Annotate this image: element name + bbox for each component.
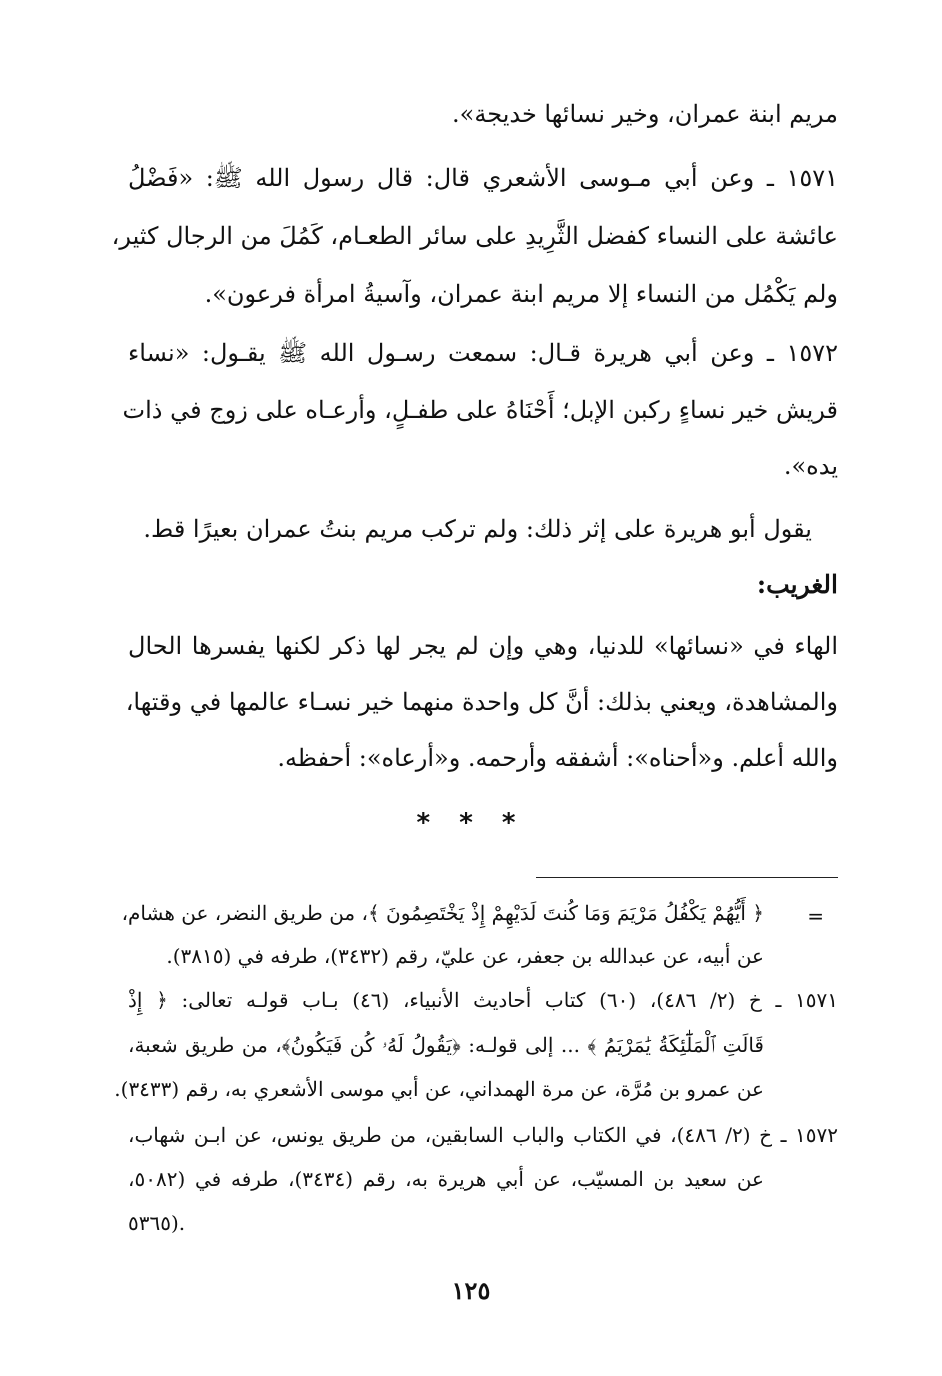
footnote-line: ١٥٧١ ـ خ (٢/ ٤٨٦)، (٦٠) كتاب أحاديث الأنبياء، (٤٦) بـاب قولـه تعالى: ﴿ إِذْ (128, 988, 838, 1012)
page-number: ١٢٥ (451, 1276, 491, 1305)
text-line: الهاء في «نسائها» للدنيا، وهي وإن لم يجر لها ذكر لكنها يفسرها الحال (128, 632, 838, 660)
text-line: مريم ابنة عمران، وخير نسائها خديجة». (452, 100, 838, 128)
footnote-line: عن سعيد بن المسيّب، عن أبي هريرة به، رقم (٣٤٣٤)، طرفه في (٥٠٨٢، (128, 1167, 764, 1191)
text-line: قريش خير نساءٍ ركبن الإبل؛ أَحْنَاهُ على طفـلٍ، وأرعـاه على زوج في ذات (122, 396, 838, 424)
footnote-line: عن أبيه، عن عبدالله بن جعفر، عن عليّ، رقم (٣٤٣٢)، طرفه في (٣٨١٥). (166, 944, 764, 968)
text-line: يقول أبو هريرة على إثر ذلك: ولم تركب مريم بنتُ عمران بعيرًا قط. (143, 515, 812, 543)
hadith-1572-line: ١٥٧٢ ـ وعن أبي هريرة قـال: سمعت رسـول الله ﷺ يقـول: «نساء (128, 339, 838, 367)
text-line: والله أعلم. و«أحناه»: أشفقه وأرحمه. و«أرعاه»: أحفظه. (277, 744, 838, 772)
text-line: عائشة على النساء كفضل الثَّرِيدِ على سائر الطعـام، كَمُلَ من الرجال كثير، (111, 222, 838, 250)
footnote-line: ٥٣٦٥). (128, 1211, 186, 1235)
hadith-1571-line: ١٥٧١ ـ وعن أبي مـوسى الأشعري قال: قال رسول الله ﷺ: «فَضْلُ (128, 164, 839, 192)
footnote-continuation-marker: = (807, 904, 824, 928)
text-line: ولم يَكْمُل من النساء إلا مريم ابنة عمران، وآسيةُ امرأة فرعون». (204, 280, 838, 308)
footnote-divider (536, 877, 838, 878)
text-line: والمشاهدة، ويعني بذلك: أنَّ كل واحدة منهما خير نسـاء عالمها في وقتها، (125, 688, 838, 716)
footnote-line: ١٥٧٢ ـ خ (٢/ ٤٨٦)، في الكتاب والباب السابقين، من طريق يونس، عن ابـن شهاب، (128, 1123, 838, 1147)
section-heading: الغريب: (756, 570, 838, 599)
footnote-line: قَالَتِ ٱلْمَلَٰٓئِكَةُ يَٰمَرْيَمُ ﴾ ... إلى قولـه: ﴿يَقُولُ لَهُۥ كُن فَيَكُونُ﴾، من طريق شعبة، (128, 1033, 764, 1057)
footnote-line: عن عمرو بن مُرَّة، عن مرة الهمداني، عن أبي موسى الأشعري به، رقم (٣٤٣٣). (114, 1077, 764, 1101)
section-separator-stars: * * * (416, 808, 526, 838)
text-line: يده». (783, 452, 838, 480)
footnote-line: ﴿ أَيُّهُمْ يَكْفُلُ مَرْيَمَ وَمَا كُنتَ لَدَيْهِمْ إِذْ يَخْتَصِمُونَ ﴾، من طريق النضر، عن هشام، (121, 901, 764, 925)
